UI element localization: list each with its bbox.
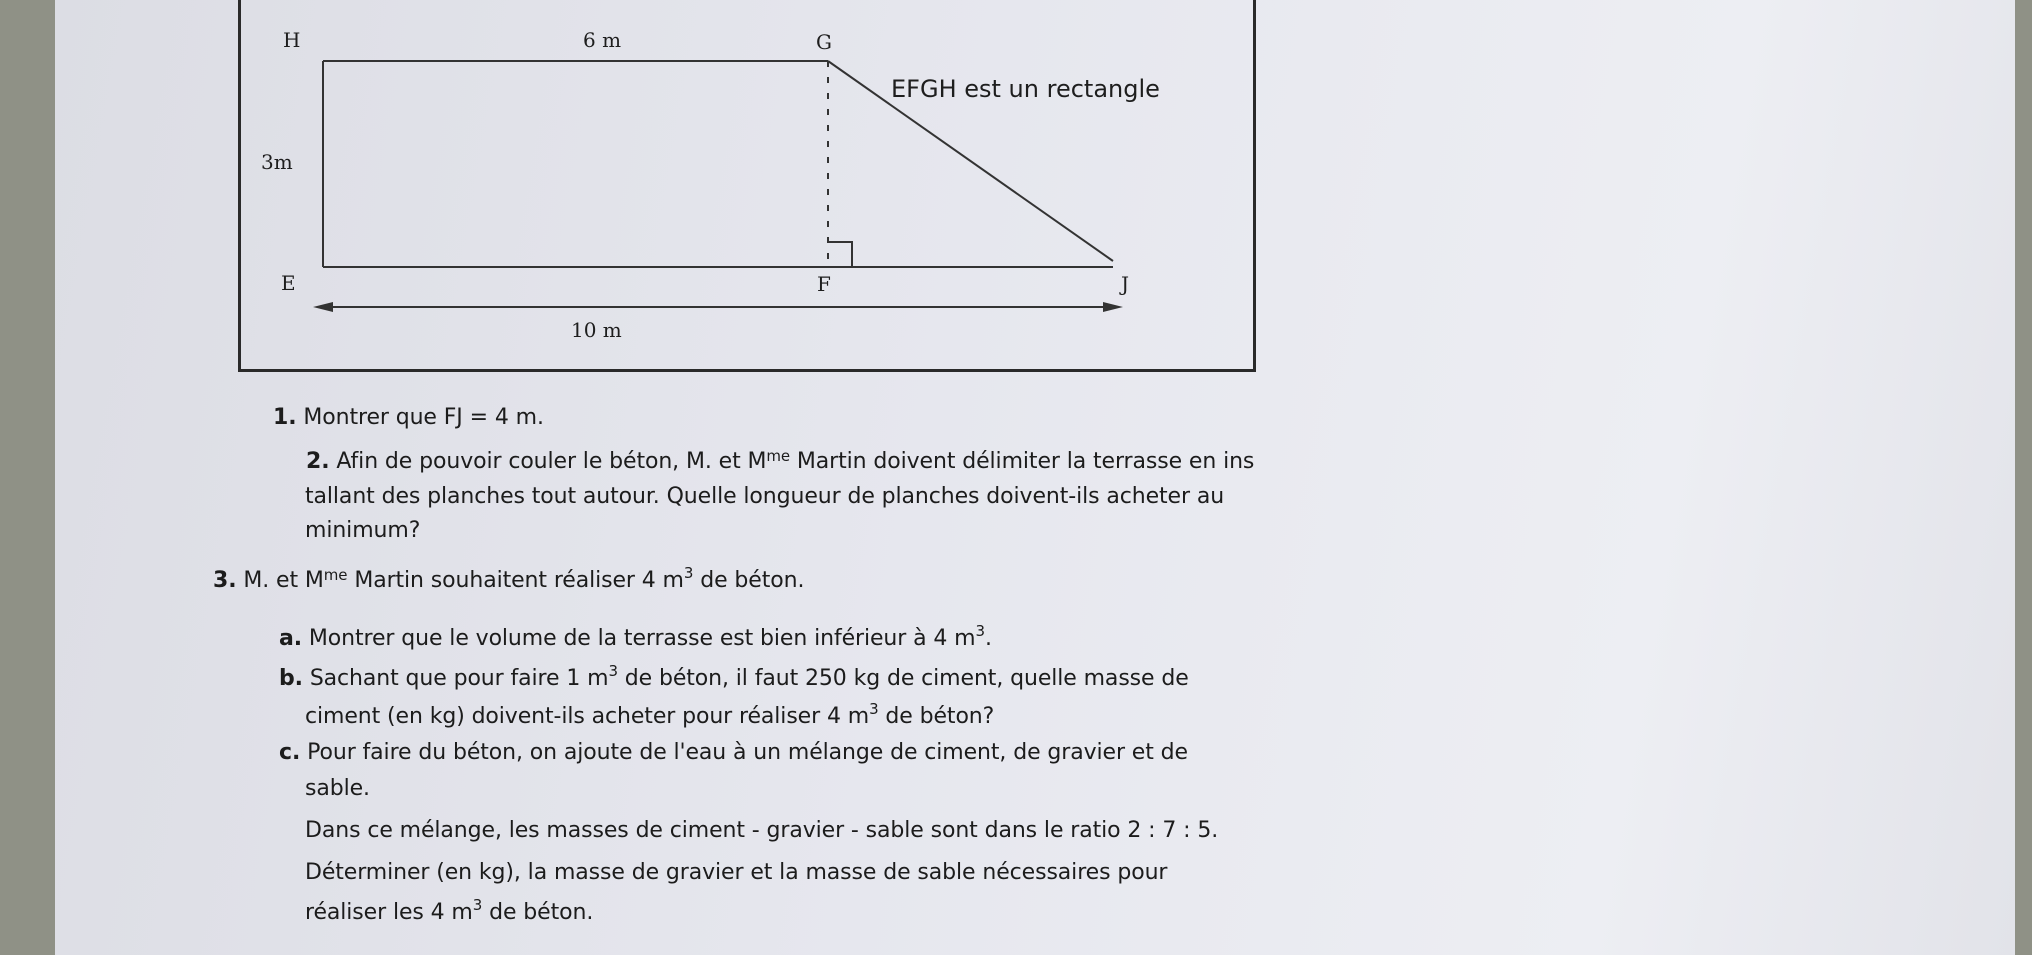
question-3c-line-2: sable. xyxy=(305,776,370,801)
label-E: E xyxy=(281,271,296,295)
label-side-length: 3m xyxy=(261,150,293,174)
label-bottom-length: 10 m xyxy=(571,318,622,342)
question-3c-exp: 3 xyxy=(472,896,483,914)
question-3c-line-5 xyxy=(305,896,593,925)
label-F: F xyxy=(817,272,831,296)
question-2-text-b: Martin doivent délimiter la terrasse en ins xyxy=(790,449,1255,474)
question-2-line-1 xyxy=(306,447,1254,474)
question-3a-text: Montrer que le volume de la terrasse est bien inférieur à 4 m xyxy=(308,626,976,651)
arrowhead-right xyxy=(1103,302,1123,312)
right-angle-mark xyxy=(828,242,852,267)
question-2-text-a: Afin de pouvoir couler le béton, M. et M xyxy=(336,449,767,474)
question-3c-text-1: Pour faire du béton, on ajoute de l'eau à un mélange de ciment, de gravier et de xyxy=(307,740,1188,765)
question-3-sup: me xyxy=(323,566,348,584)
question-3a xyxy=(279,622,992,651)
question-3-text-a: M. et M xyxy=(243,568,324,593)
question-3a-end: . xyxy=(984,626,992,651)
question-3b-line-2 xyxy=(305,700,994,729)
figure-caption: EFGH est un rectangle xyxy=(891,75,1160,103)
question-3b-text-b: de béton, il faut 250 kg de ciment, quelle masse de xyxy=(617,666,1189,691)
question-3c-text-5b: de béton. xyxy=(482,900,594,925)
terrace-diagram xyxy=(241,0,1259,375)
question-2-line-3: minimum? xyxy=(305,518,421,543)
figure-frame xyxy=(238,0,1256,372)
question-3c-line-1 xyxy=(279,740,1188,765)
question-1-text: Montrer que FJ = 4 m. xyxy=(303,405,544,430)
question-3-exp: 3 xyxy=(683,564,694,582)
label-J: J xyxy=(1121,272,1130,296)
question-3-text-b: Martin souhaitent réaliser 4 m xyxy=(347,568,684,593)
question-3c-text-5a: réaliser les 4 m xyxy=(305,900,473,925)
question-3c-line-3: Dans ce mélange, les masses de ciment - gravier - sable sont dans le ratio 2 : 7 : 5. xyxy=(305,818,1219,843)
question-1 xyxy=(273,405,544,430)
question-3b-exp-2: 3 xyxy=(869,700,879,718)
question-3b-text-c: ciment (en kg) doivent-ils acheter pour réaliser 4 m xyxy=(305,704,870,729)
question-2-number: 2. xyxy=(306,449,330,474)
label-H: H xyxy=(283,28,301,52)
question-3b-text-d: de béton? xyxy=(878,704,995,729)
question-3 xyxy=(213,564,804,593)
question-1-number: 1. xyxy=(273,405,297,430)
question-3-text-c: de béton. xyxy=(693,568,805,593)
question-3b-letter: b. xyxy=(279,666,303,691)
question-3b-text-a: Sachant que pour faire 1 m xyxy=(309,666,609,691)
arrowhead-left xyxy=(313,302,333,312)
question-3c-letter: c. xyxy=(279,740,301,765)
worksheet-page xyxy=(55,0,2015,955)
question-3c-line-4: Déterminer (en kg), la masse de gravier et la masse de sable nécessaires pour xyxy=(305,860,1168,885)
question-2-line-2: tallant des planches tout autour. Quelle longueur de planches doivent-ils acheter au xyxy=(305,484,1225,509)
question-3b-line-1 xyxy=(279,662,1189,691)
label-top-length: 6 m xyxy=(583,28,622,52)
question-2-sup: me xyxy=(766,447,791,465)
label-G: G xyxy=(816,30,832,54)
question-3a-letter: a. xyxy=(279,626,303,651)
question-3a-exp: 3 xyxy=(975,622,985,640)
question-3-number: 3. xyxy=(213,568,237,593)
question-3b-exp-1: 3 xyxy=(608,662,618,680)
